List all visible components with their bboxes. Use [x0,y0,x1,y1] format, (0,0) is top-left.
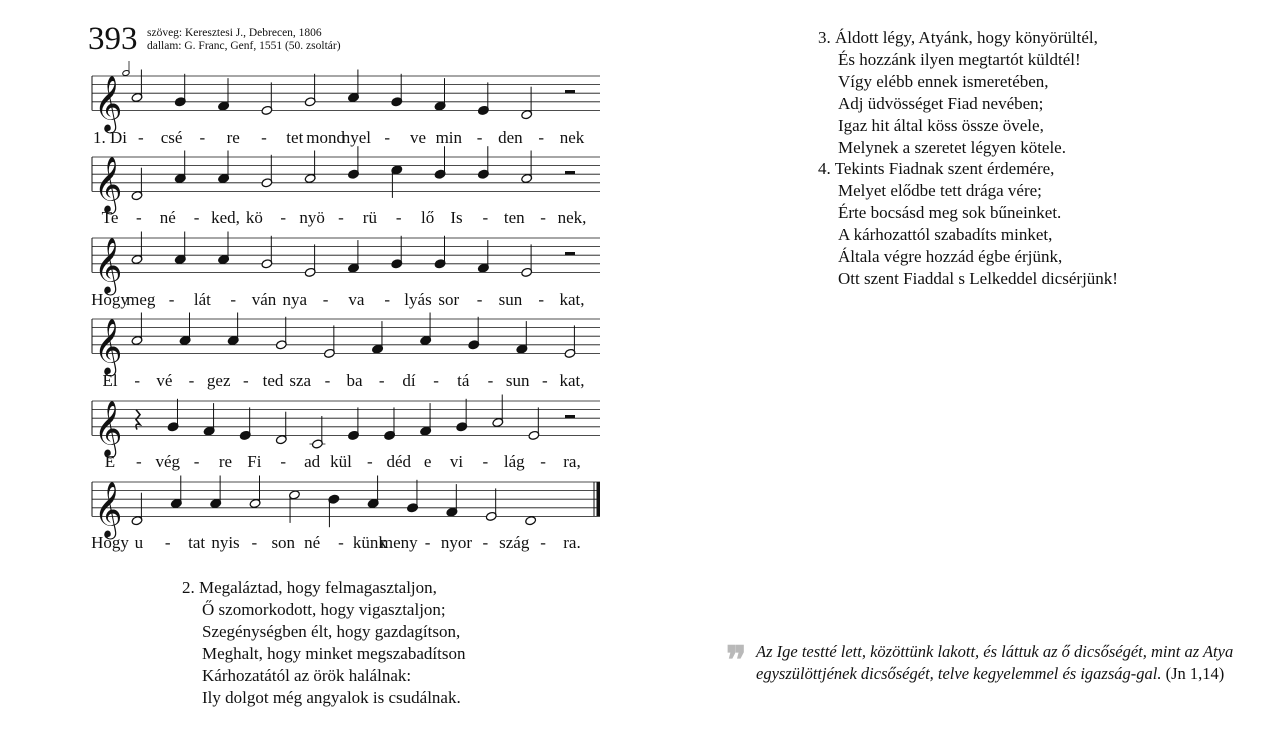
lyric-hyphen: - [193,208,200,227]
verse-line: Kárhozatától az örök halálnak: [202,666,412,685]
lyric-syllable: né [159,208,176,227]
lyric-syllable: déd [386,452,412,471]
lyric-hyphen: - [338,533,344,552]
lyric-hyphen: - [367,452,373,471]
treble-clef-icon: 𝄞 [94,481,123,538]
lyric-line-1 [88,128,608,150]
lyric-hyphen: - [482,533,489,552]
lyric-hyphen: - [324,371,331,390]
lyric-syllable: sun [498,290,523,309]
verse-line: Szegénységben élt, hogy gazdagítson, [202,622,461,641]
lyric-syllable: vi [449,452,464,471]
lyric-line-4 [88,371,608,393]
lyric-hyphen: - [134,371,141,390]
lyric-hyphen: - [280,452,287,471]
lyric-syllable: Te [101,208,119,227]
lyric-syllable: künk [352,533,387,552]
lyric-hyphen: - [168,290,175,309]
lyric-hyphen: - [540,452,546,471]
lyric-syllable: sor [438,290,460,309]
lyric-syllable: ked, [211,208,240,227]
lyric-hyphen: - [137,128,144,147]
lyric-hyphen: - [476,290,483,309]
verse-2 [182,577,465,709]
half-rest-icon [565,415,575,418]
lyric-syllable: kat, [559,371,585,390]
lyric-syllable: den [498,128,523,147]
lyric-hyphen: - [243,371,249,390]
verse-line: Általa végre hozzád égbe érjünk, [838,247,1063,266]
lyric-hyphen: - [487,371,494,390]
final-barline-thick [597,482,601,516]
lyric-hyphen: - [433,371,439,390]
lyric-hyphen: - [424,533,431,552]
lyric-syllable: tá [457,371,470,390]
lyric-syllable: sun [505,371,530,390]
lyric-syllable: nyis [211,533,240,552]
lyric-syllable: lát [193,290,211,309]
lyric-hyphen: - [541,371,548,390]
lyric-syllable: vég [155,452,181,471]
lyric-syllable: Fi [247,452,262,471]
lyric-hyphen: - [540,533,546,552]
verse-line: Ily dolgot még angyalok is csudálnak. [202,688,461,707]
lyric-hyphen: - [378,371,385,390]
lyric-syllable: meny [379,533,418,552]
lyric-syllable: csé [160,128,183,147]
lyric-syllable: vé [156,371,173,390]
lyric-syllable: Is [450,208,463,227]
lyric-syllable: u [134,533,144,552]
lyric-syllable: re [226,128,240,147]
lyric-line-3 [88,290,608,312]
lyric-hyphen: - [540,208,546,227]
lyric-syllable: szág [499,533,530,552]
verse-line: Igaz hit által köss össze övele, [838,116,1044,135]
lyric-syllable: nek [559,128,585,147]
lyric-syllable: kül [330,452,352,471]
verse-line: Vígy elébb ennek ismeretében, [838,72,1049,91]
lyric-hyphen: - [230,290,237,309]
lyric-syllable: ten [503,208,525,227]
lyric-syllable: ba [346,371,363,390]
lyric-syllable: 1. Di [93,128,127,147]
half-rest-icon [565,90,575,93]
lyric-syllable: va [348,290,365,309]
lyric-syllable: ván [251,290,277,309]
verse-line: Érte bocsásd meg sok bűneinket. [838,203,1062,222]
lyric-hyphen: - [395,208,402,227]
lyric-syllable: gez [206,371,231,390]
lyric-line-6 [88,533,608,555]
treble-clef-icon: 𝄞 [94,75,123,132]
lyric-syllable: ted [262,371,284,390]
verse-3 [818,27,1098,159]
lyric-syllable: lág [503,452,525,471]
lyric-hyphen: - [164,533,171,552]
verse-line: Meghalt, hogy minket megszabadítson [202,644,466,663]
lyric-syllable: meg [126,290,156,309]
lyric-syllable: Hogy [91,533,129,552]
lyric-hyphen: - [261,128,267,147]
lyric-syllable: kat, [559,290,585,309]
lyric-syllable: ve [409,128,427,147]
verse-line: 4. Tekints Fiadnak szent érdemére, [818,159,1055,178]
tune-credit: dallam: G. Franc, Genf, 1551 (50. zsoltár) [147,40,341,52]
verse-line: 2. Megaláztad, hogy felmagasztaljon, [182,578,437,597]
lyric-syllable: kö [245,208,263,227]
text-credit: szöveg: Keresztesi J., Debrecen, 1806 [147,27,322,39]
verse-line: Melyet elődbe tett drága vére; [838,181,1042,200]
lyric-hyphen: - [482,208,489,227]
lyric-hyphen: - [482,452,489,471]
lyric-hyphen: - [384,290,391,309]
quote-reference: (Jn 1,14) [1165,664,1225,683]
lyric-syllable: tet [286,128,304,147]
lyric-hyphen: - [476,128,483,147]
lyric-syllable: re [218,452,233,471]
lyric-syllable: lő [421,208,435,227]
lyric-hyphen: - [251,533,258,552]
quote-mark-icon: ❞ [726,637,747,682]
lyric-syllable: ra. [563,533,581,552]
verse-line: Adj üdvösséget Fiad nevében; [838,94,1044,113]
verse-line: A kárhozattól szabadíts minket, [838,225,1053,244]
treble-clef-icon: 𝄞 [94,156,123,213]
lyric-syllable: mond [306,128,345,147]
lyric-line-2 [88,208,608,230]
lyric-hyphen: - [538,128,545,147]
lyric-syllable: nyel [341,128,372,147]
treble-clef-icon: 𝄞 [94,237,123,294]
lyric-syllable: El [102,371,118,390]
lyric-syllable: Hogy [91,290,129,309]
lyric-syllable: tat [188,533,206,552]
half-rest-icon [565,171,575,174]
lyric-syllable: né [304,533,321,552]
verse-line: És hozzánk ilyen megtartót küldtél! [838,50,1081,69]
quote-text [756,641,1246,685]
lyric-syllable: ra, [563,452,581,471]
quote-body: Az Ige testté lett, közöttünk lakott, és láttuk az ő dicsőségét, mint az Atya egyszülöttjének dicsőségét, telve kegyelemmel és igazság-gal. [756,642,1234,683]
lyric-syllable: lyás [404,290,432,309]
lyric-syllable: e [423,452,432,471]
lyric-hyphen: - [193,452,200,471]
lyric-hyphen: - [538,290,545,309]
note-head [525,516,537,526]
hymn-number: 393 [88,21,138,57]
lyric-syllable: E [104,452,116,471]
half-rest-icon [565,252,575,255]
lyric-syllable: sza [289,371,312,390]
lyric-syllable: ad [304,452,321,471]
lyric-syllable: nya [282,290,308,309]
lyric-line-5 [88,452,608,474]
lyric-hyphen: - [136,452,142,471]
lyric-syllable: son [271,533,296,552]
lyric-hyphen: - [199,128,206,147]
verse-line: Ő szomorkodott, hogy vigasztaljon; [202,600,446,619]
lyric-hyphen: - [188,371,195,390]
lyric-syllable: nek, [557,208,587,227]
lyric-syllable: rü [362,208,377,227]
lyric-syllable: dí [402,371,416,390]
verse-line: Ott szent Fiaddal s Lelkeddel dicsérjünk! [838,269,1118,288]
lyric-hyphen: - [322,290,329,309]
lyric-hyphen: - [384,128,391,147]
lyric-hyphen: - [280,208,287,227]
lyric-syllable: min [435,128,463,147]
treble-clef-icon: 𝄞 [94,318,123,375]
lyric-syllable: nyor [440,533,473,552]
lyric-hyphen: - [136,208,142,227]
treble-clef-icon: 𝄞 [94,400,123,457]
verse-line: 3. Áldott légy, Atyánk, hogy könyörültél, [818,28,1098,47]
verse-line: Melynek a szeretet légyen kötele. [838,138,1066,157]
lyric-hyphen: - [338,208,344,227]
lyric-syllable: nyö [299,208,325,227]
verse-4 [818,158,1118,290]
